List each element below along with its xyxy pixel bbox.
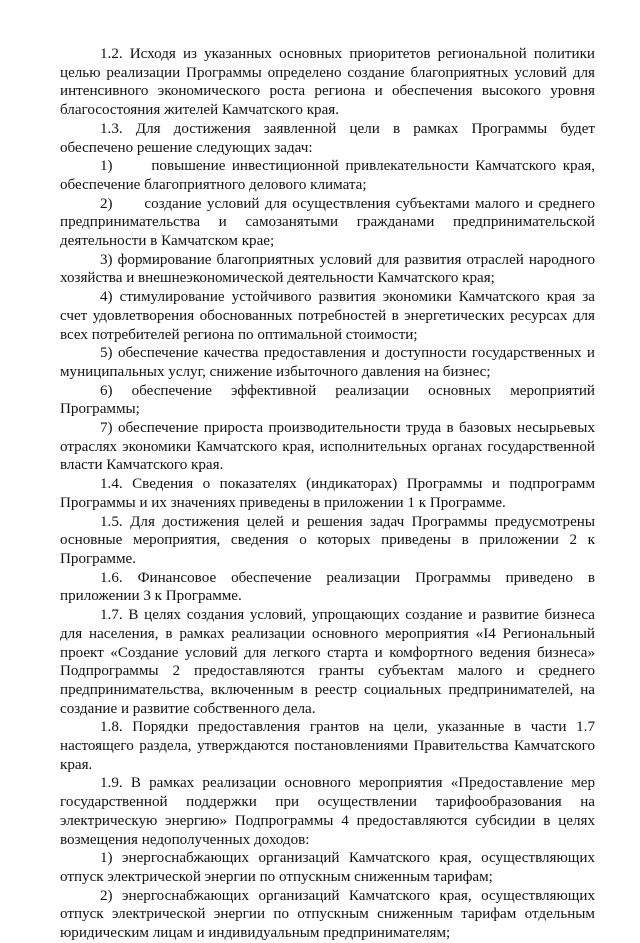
paragraph-1-4: 1.4. Сведения о показателях (индикаторах) Программы и подпрограмм Программы и их значениях приведены в приложении 1 к Программе. bbox=[60, 476, 595, 511]
task-item-1: 1) повышение инвестиционной привлекательности Камчатского края, обеспечение благоприятного делового климата; bbox=[60, 158, 599, 193]
task-item-6: 6) обеспечение эффективной реализации основных мероприятий Программы; bbox=[60, 382, 595, 418]
task-item-2: 2) создание условий для осуществления субъектами малого и среднего предпринимательства и самозанятыми гражданами предпринимательской деятельности в Камчатском крае; bbox=[60, 195, 599, 250]
paragraph-1-2: 1.2. Исходя из указанных основных приоритетов региональной политики целью реализации Программы определено создание благоприятных условий для интенсивного экономического роста региона и обеспечения высокого уровня благосостояния жителей Камчатского края. bbox=[60, 46, 595, 119]
task-item-7: 7) обеспечение прироста производительности труда в базовых несырьевых отраслях экономики Камчатского края, исполнительных органах государственной власти Камчатского края. bbox=[60, 420, 595, 474]
paragraph-1-8: 1.8. Порядки предоставления грантов на цели, указанные в части 1.7 настоящего раздела, утверждаются постановлениями Правительства Камчатского края. bbox=[60, 719, 595, 773]
task-item-4: 4) стимулирование устойчивого развития экономики Камчатского края за счет удовлетворения обоснованных потребностей в энергетических ресурсах для всех потребителей региона по оптимальной стоимости; bbox=[60, 289, 595, 343]
task-item-5: 5) обеспечение качества предоставления и доступности государственных и муниципальных услуг, снижение избыточного давления на бизнес; bbox=[60, 345, 595, 380]
subsidy-item-1: 1) энергоснабжающих организаций Камчатского края, осуществляющих отпуск электрической энергии по отпускным сниженным тарифам; bbox=[60, 850, 595, 885]
paragraph-1-7: 1.7. В целях создания условий, упрощающих создание и развитие бизнеса для населения, в рамках реализации основного мероприятия «I4 Региональный проект «Создание условий для легкого старта и комфортного ведения бизнеса» Подпрограммы 2 предоставляются гранты субъектам малого и среднего предпринимательства, включенным в реестр социальных предпринимателей, на создание и развитие собственного дела. bbox=[60, 607, 595, 717]
document-page bbox=[60, 45, 599, 943]
paragraph-1-6: 1.6. Финансовое обеспечение реализации Программы приведено в приложении 3 к Программе. bbox=[60, 569, 595, 605]
paragraph-1-5: 1.5. Для достижения целей и решения задач Программы предусмотрены основные мероприятия, сведения о которых приведены в приложении 2 к Программе. bbox=[60, 513, 595, 567]
subsidy-item-2: 2) энергоснабжающих организаций Камчатского края, осуществляющих отпуск электрической энергии по отпускным сниженным тарифам отдельным юридическим лицам и индивидуальным предпринимателям; bbox=[60, 887, 595, 942]
paragraph-1-3: 1.3. Для достижения заявленной цели в рамках Программы будет обеспечено решение следующих задач: bbox=[60, 120, 595, 156]
paragraph-1-9: 1.9. В рамках реализации основного мероприятия «Предоставление мер государственной поддержки при осуществлении тарифообразования на электрическую энергию» Подпрограммы 4 предоставляются субсидии в целях возмещения недополученных доходов: bbox=[60, 775, 595, 848]
task-item-3: 3) формирование благоприятных условий для развития отраслей народного хозяйства и внешнеэкономической деятельности Камчатского края; bbox=[60, 251, 595, 287]
